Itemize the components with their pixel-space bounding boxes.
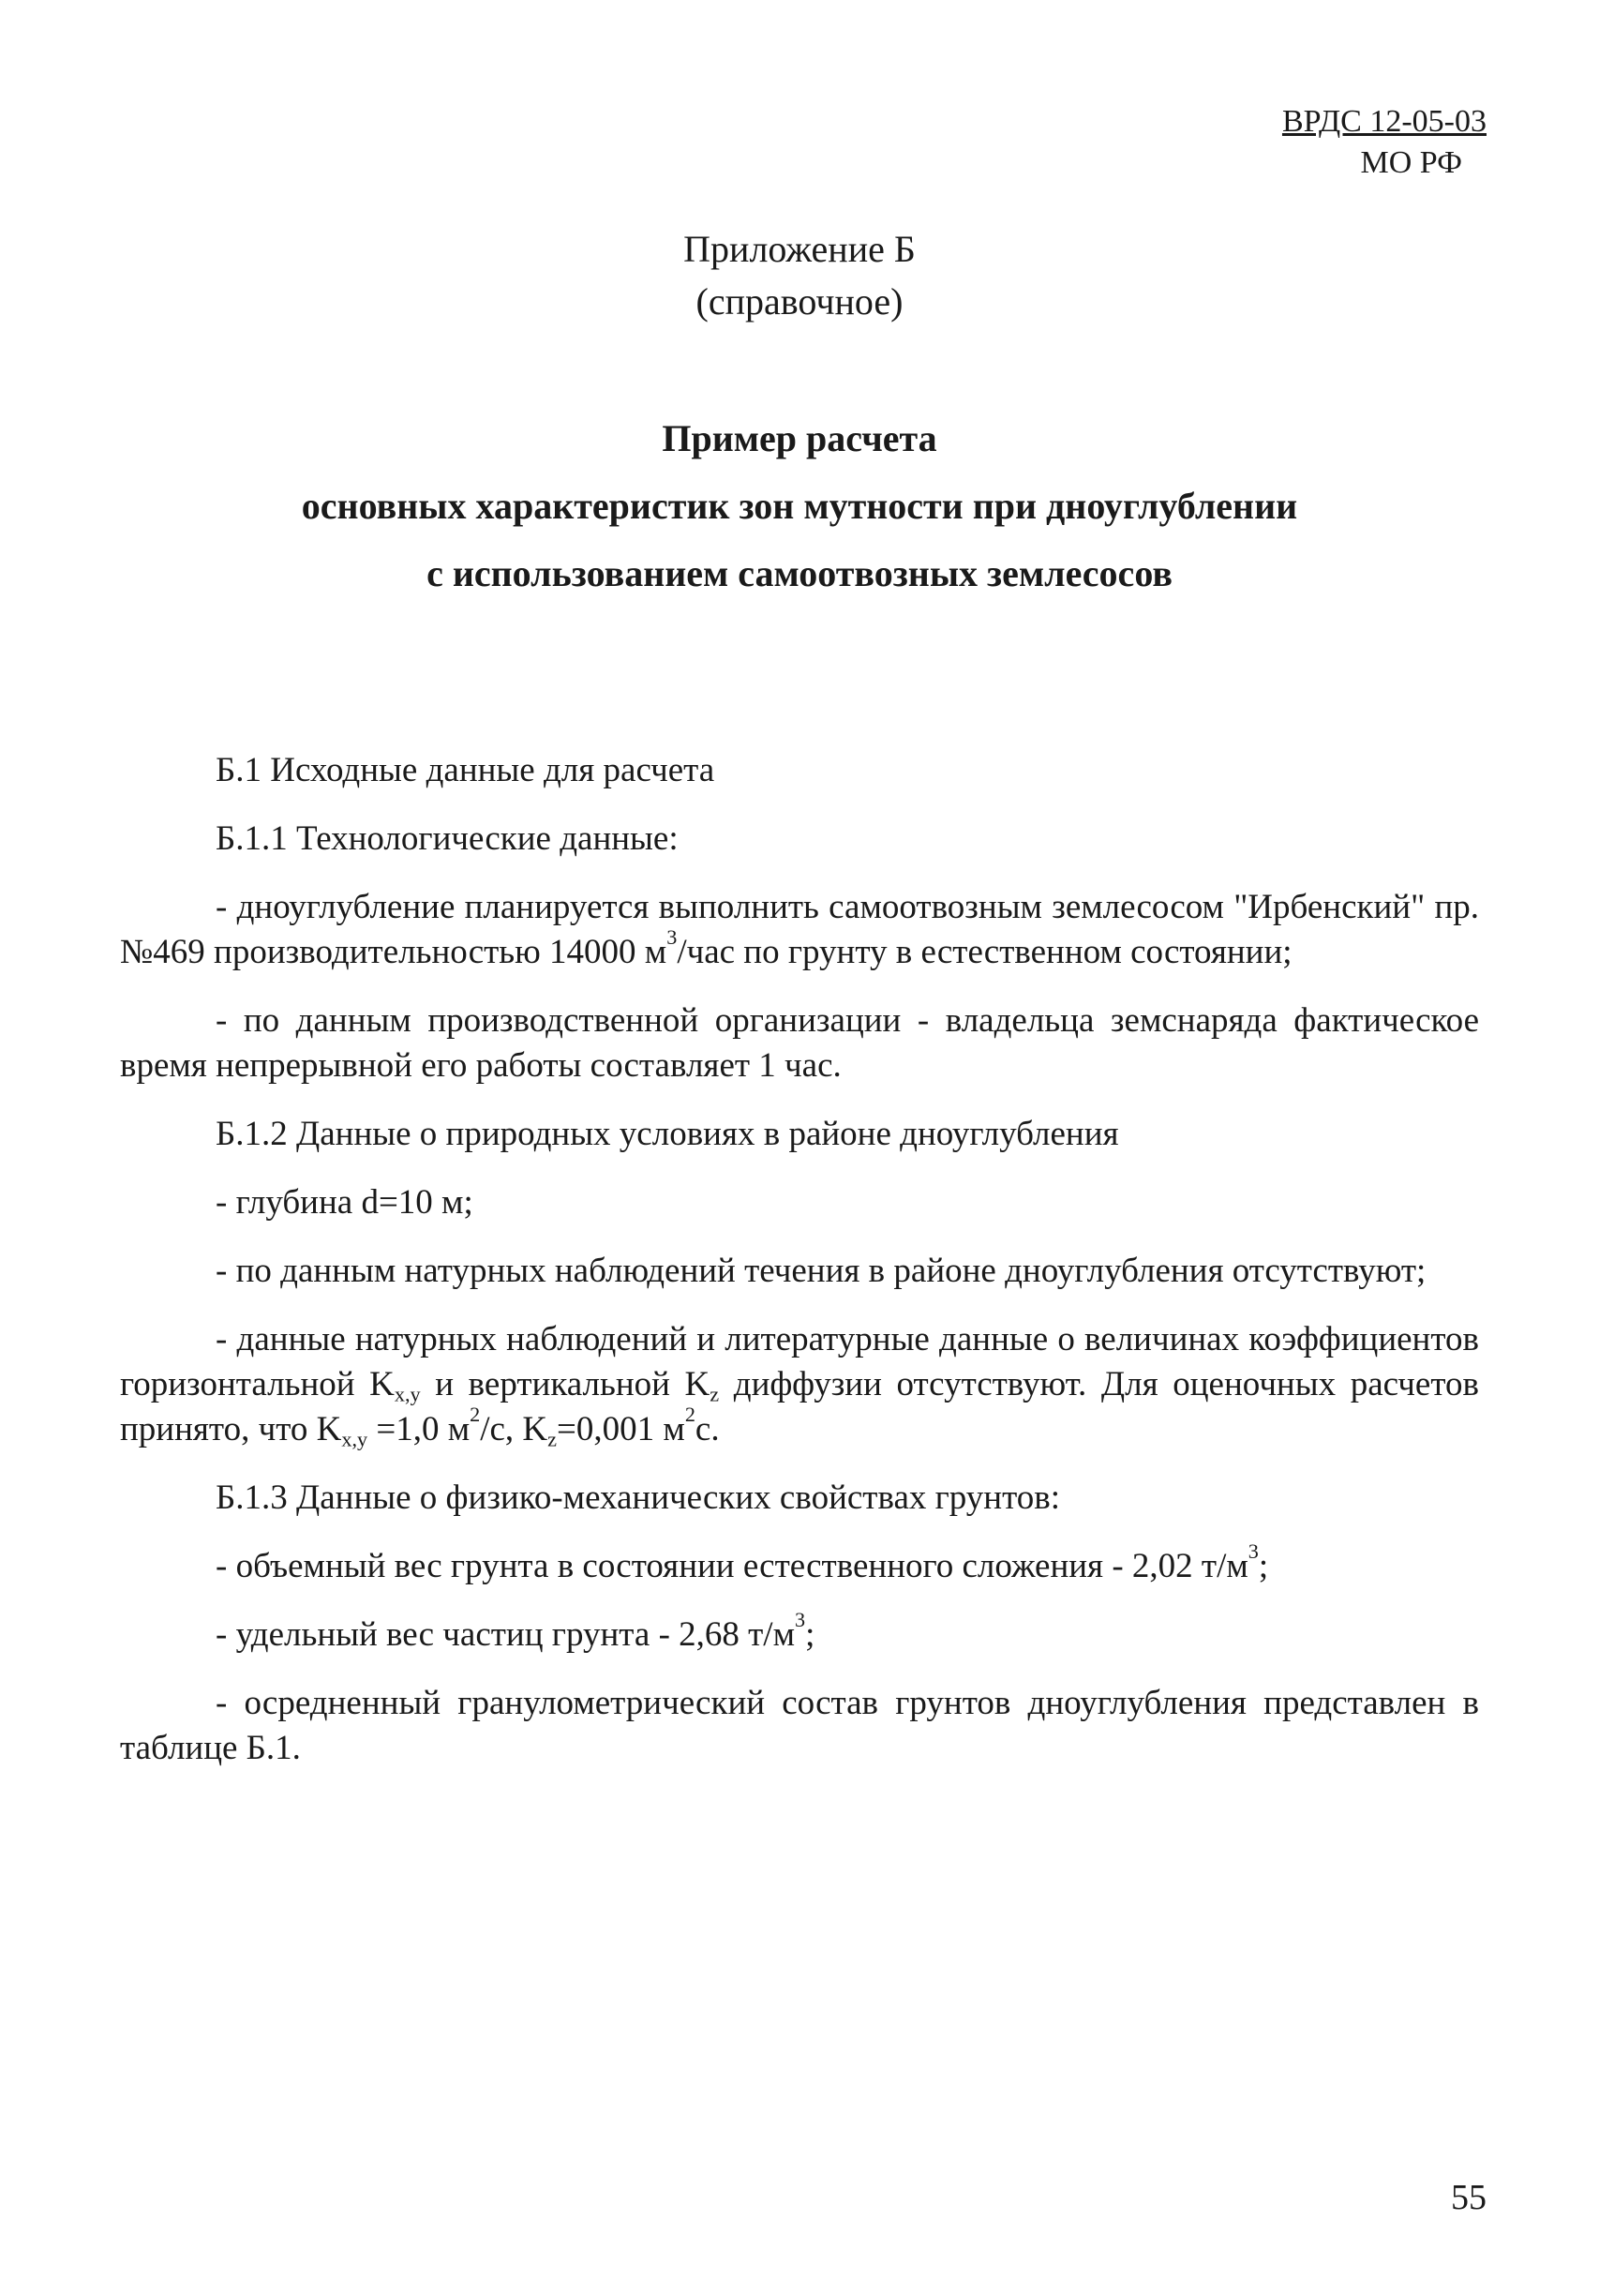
document-header — [1282, 101, 1487, 184]
paragraph-work-time: - по данным производственной организации - владельца земснаряда фактическое время непрерывной его работы составляет 1 час. — [120, 1001, 1479, 1085]
appendix-heading — [0, 223, 1599, 328]
document-code: ВРДС 12-05-03 — [1281, 104, 1487, 139]
heading-b13: Б.1.3 Данные о физико-механических свойствах грунтов: — [216, 1478, 1061, 1517]
page-number: 55 — [1451, 2178, 1487, 2217]
paragraph-particle-weight: - удельный вес частиц грунта - 2,68 $т/м^3$; — [216, 1608, 815, 1654]
paragraph-bulk-weight: - объемный вес грунта в состоянии естественного сложения - 2,02 $т/м^3$; — [216, 1539, 1269, 1585]
heading-b12: Б.1.2 Данные о природных условиях в районе дноуглубления — [216, 1115, 1119, 1153]
heading-b11: Б.1.1 Технологические данные: — [216, 819, 679, 858]
title-line-3: с использованием самоотвозных землесосов — [426, 552, 1173, 594]
heading-b1: Б.1 Исходные данные для расчета — [216, 751, 715, 789]
paragraph-currents: - по данным натурных наблюдений течения в районе дноуглубления отсутствуют; — [216, 1252, 1427, 1290]
paragraph-diffusion: - данные натурных наблюдений и литературные данные о величинах коэффициентов горизонтальной $K_{x,y}$ и вертикальной $K_z$ диффузии отсутствуют. Для оценочных расчетов принято, что $K_{x,y} =1,0$ $м^2/с$, $K_z=0,001$ $м^2с$. — [120, 1320, 1479, 1451]
appendix-type: (справочное) — [695, 280, 904, 323]
title-line-2: основных характеристик зон мутности при дноуглублении — [301, 485, 1298, 527]
title-line-1: Пример расчета — [662, 417, 937, 459]
paragraph-depth: - глубина d=10 м; — [216, 1183, 473, 1222]
body-text — [120, 748, 1479, 1794]
section-title — [0, 405, 1599, 608]
paragraph-grain-composition: - осредненный гранулометрический состав грунтов дноуглубления представлен в таблице Б.1. — [120, 1684, 1479, 1767]
document-organization: МО РФ — [1360, 145, 1462, 180]
paragraph-dredger: - дноуглубление планируется выполнить самоотвозным землесосом "Ирбенский" пр.№469 производительностью 14000 $м^3$/час по грунту в естественном состоянии; — [120, 888, 1479, 971]
appendix-label: Приложение Б — [683, 228, 916, 270]
